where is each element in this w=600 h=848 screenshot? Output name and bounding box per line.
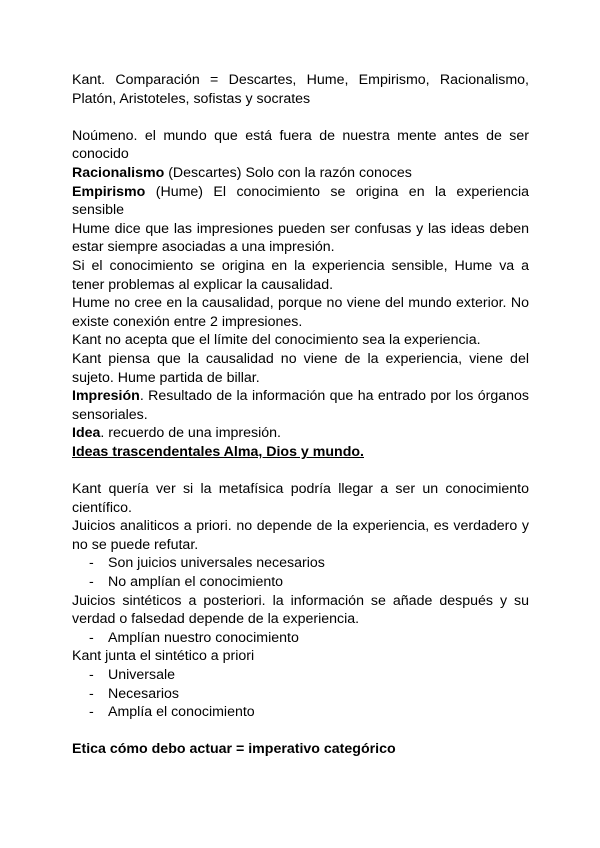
bullet-dash: -: [89, 704, 94, 721]
idea-term: Idea: [72, 425, 101, 442]
hume-causalidad-paragraph: Si el conocimiento se origina en la experiencia sensible, Hume va a tener problemas al explicar la causalidad.: [72, 257, 529, 293]
list-item-text: No amplían el conocimiento: [108, 574, 284, 591]
list-item-text: Universale: [108, 667, 176, 683]
list-item: [72, 554, 529, 573]
racionalismo-paragraph: [72, 164, 529, 183]
bullet-dash: -: [89, 574, 94, 591]
etica-text: Etica cómo debo actuar = imperativo categórico: [72, 741, 396, 758]
ideas-trascendentales-text: Ideas trascendentales Alma, Dios y mundo.: [72, 443, 364, 460]
bullet-dash: -: [89, 629, 94, 646]
list-item-text: Amplían nuestro conocimiento: [108, 629, 299, 646]
hume-impresiones-paragraph: Hume dice que las impresiones pueden ser confusas y las ideas deben estar siempre asociadas a una impresión.: [72, 220, 529, 256]
blank-line: [72, 108, 529, 127]
blank-line: [72, 461, 529, 480]
list-item-text: Son juicios universales necesarios: [108, 555, 325, 572]
racionalismo-term: Racionalismo: [72, 164, 165, 181]
blank-line: [72, 722, 529, 741]
impresion-text: . Resultado de la información que ha entrado por los órganos sensoriales.: [72, 388, 529, 423]
empirismo-text: (Hume) El conocimiento se origina en la experiencia sensible: [72, 183, 529, 219]
sinteticos-list: [72, 629, 529, 648]
hume-no-cree-paragraph: Hume no cree en la causalidad, porque no viene del mundo exterior. No existe conexión entre 2 impresiones.: [72, 295, 529, 330]
list-item-text: Amplía el conocimiento: [108, 704, 255, 721]
intro-paragraph: Kant. Comparación = Descartes, Hume, Empirismo, Racionalismo, Platón, Aristoteles, sofistas y socrates: [72, 72, 529, 107]
list-item: [72, 629, 529, 648]
list-item: [72, 703, 529, 722]
list-item-text: Necesarios: [108, 685, 179, 702]
list-item: [72, 573, 529, 592]
kant-causalidad-paragraph: Kant piensa que la causalidad no viene de la experiencia, viene del sujeto. Hume partida de billar.: [72, 350, 529, 386]
idea-paragraph: [72, 424, 529, 443]
sintetico-a-priori-list: [72, 666, 529, 722]
list-item: [72, 666, 529, 685]
juicios-analiticos-paragraph: Juicios analiticos a priori. no depende de la experiencia, es verdadero y no se puede refutar.: [72, 518, 529, 553]
empirismo-term: Empirismo: [72, 183, 146, 200]
bullet-dash: -: [89, 667, 94, 683]
ideas-trascendentales-heading: [72, 443, 529, 462]
impresion-paragraph: [72, 387, 529, 424]
juicios-sinteticos-paragraph: Juicios sintéticos a posteriori. la información se añade después y su verdad o falsedad depende de la experiencia.: [72, 592, 529, 628]
noumeno-paragraph: Noúmeno. el mundo que está fuera de nuestra mente antes de ser conocido: [72, 127, 529, 163]
list-item: [72, 685, 529, 704]
etica-heading: [72, 740, 529, 759]
empirismo-paragraph: [72, 183, 529, 220]
idea-text: . recuerdo de una impresión.: [100, 425, 281, 442]
bullet-dash: -: [89, 555, 94, 572]
kant-junta-paragraph: Kant junta el sintético a priori: [72, 648, 255, 665]
analiticos-list: [72, 554, 529, 591]
racionalismo-text: (Descartes) Solo con la razón conoces: [164, 164, 412, 181]
kant-limite-paragraph: Kant no acepta que el límite del conocimiento sea la experiencia.: [72, 332, 481, 349]
impresion-term: Impresión: [72, 388, 140, 405]
kant-metafisica-paragraph: Kant quería ver si la metafísica podría llegar a ser un conocimiento científico.: [72, 481, 529, 516]
bullet-dash: -: [89, 685, 94, 702]
